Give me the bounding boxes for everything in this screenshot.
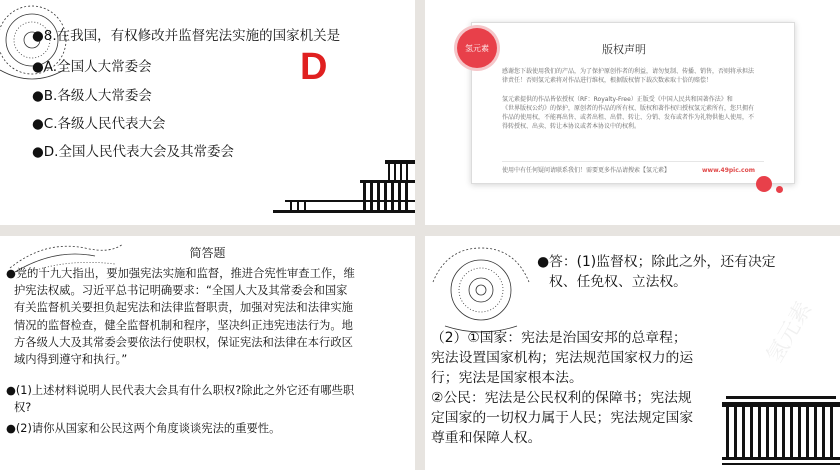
option-a[interactable]: ●A.全国人大常委会 [32,59,152,75]
answer-1 [537,252,776,292]
copyright-footer: 使用中有任何疑问请联系我们！需要更多作品请搜索【氢元素】 [502,167,671,174]
material-line: 域内得到遵守和执行。” [14,353,128,367]
question-1-line: 权? [14,401,32,415]
slide-answer[interactable] [425,236,840,470]
answer-2-line: 定国家的一切权力属于人民；宪法规定国家 [431,410,694,426]
copyright-line: 作品的使用权，不能再出售、或者出租、出借、转让、分销、发布或者作为礼物供他人使用，不 [502,114,755,121]
answer-2-line: 尊重和保障人权。 [431,430,542,446]
copyright-line: 得转授权、出卖、转让本协议或者本协议中的权利。 [502,123,641,130]
section-title: 简答题 [189,246,226,260]
watermark: 氢元素 [762,297,818,368]
answer-1-line: 权、任免权、立法权。 [549,274,687,290]
divider [502,161,764,162]
material-line: 护宪法权威。习近平总书记明确要求：“全国人大及其常委会和国家 [14,284,348,298]
copyright-line: 氢元素提供的作品皆依授权（RF：Royalty-Free）正版受《中国人民共和国著作法》和 [502,96,733,103]
slide-question-8[interactable] [0,0,415,225]
option-c[interactable]: ●C.各级人民代表大会 [32,116,166,132]
question-text: ●8.在我国，有权修改并监督宪法实施的国家机关是 [32,28,341,44]
answer-2-line: 宪法设置国家机构；宪法规范国家权力的运 [431,350,694,366]
material-line: 情况的监督检查，健全监督机制和程序，坚决纠正违宪违法行为。地 [14,318,353,332]
question-2[interactable]: ●(2)请你从国家和公民这两个角度谈谈宪法的重要性。 [6,422,281,435]
copyright-card [471,22,795,184]
answer-2-line: （2）①国家：宪法是治国安邦的总章程； [431,330,687,346]
answer-1-line: ●答：(1)监督权；除此之外，还有决定 [537,254,776,270]
copyright-line: 律责任！否则氢元素将对作品进行维权，根据版权情下载次数索取十倍的赔偿！ [502,77,713,84]
copyright-para-2 [502,95,754,131]
slide-copyright[interactable] [425,0,840,225]
decor-dot [756,176,772,192]
material-line: 有关监督机关要担负起宪法和法律监督职责，加强对宪法和法律实施 [14,301,353,315]
copyright-title: 版权声明 [602,43,646,56]
answer-2-line: 行；宪法是国家根本法。 [431,370,583,386]
copyright-para-1 [502,67,754,85]
website-link[interactable]: www.49pic.com [702,167,755,174]
material-line: 方各级人大及其常委会要依法行使职权，保证宪法和法律在本行政区 [14,335,353,349]
copyright-line: 《世界版权公约》的保护，原创者的作品的所有权、版权和著作权归授权氢元素所有，您只拥有 [502,105,755,112]
question-1[interactable] [6,382,354,416]
answer-2 [431,328,693,448]
emblem-sketch-icon [0,0,80,92]
slide-short-answer[interactable] [0,236,415,470]
material-line: ●党的十九大指出，要加强宪法实施和监督，推进合宪性审查工作，维 [6,267,355,280]
building-sketch-icon [265,140,415,225]
question-1-line: ●(1)上述材料说明人民代表大会具有什么职权?除此之外它还有哪些职 [6,384,355,397]
decor-dot [776,186,783,193]
option-d[interactable]: ●D.全国人民代表大会及其常委会 [32,144,234,160]
copyright-line: 感谢您下载使用我们的产品，为了保护原创作者的利益，请勿复制、传播、销售，否则将承担法 [502,68,755,75]
option-b[interactable]: ●B.各级人大常委会 [32,88,152,104]
material-text [6,265,355,368]
building-sketch-icon [722,382,840,470]
brand-logo: 氢元素 [457,28,497,68]
answer-letter: D [300,46,328,88]
answer-2-line: ②公民：宪法是公民权利的保障书；宪法规 [431,390,692,406]
emblem-sketch-icon [427,242,535,338]
